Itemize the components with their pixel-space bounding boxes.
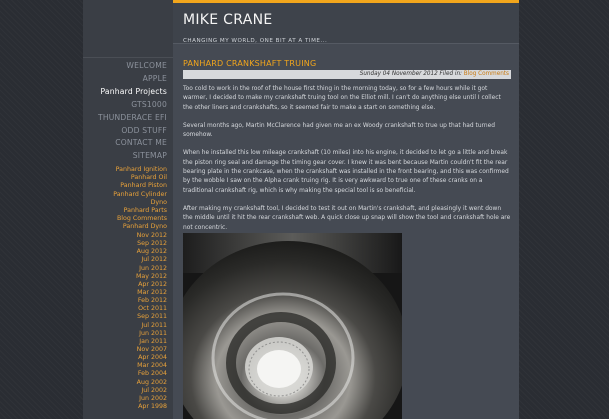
post-paragraph: Too cold to work in the roof of the house first thing in the morning today, so for a few hours while it got warmer, I decided to make my crankshaft truing tool on the Elliot mill. I can't do anything else until I collect the other liners and crankshafts, so it seemed fair to make a start on something else. [183, 86, 501, 111]
post-paragraph: After making my crankshaft tool, I decided to test it out on Martin's crankshaft, and pleasingly it went down the middle until it hit the rear crankshaft web. A quick close up snap will show the tool and crankshaft hole are not concentric. [183, 205, 511, 231]
archive-link[interactable]: Mar 2012 [137, 288, 167, 296]
archive-link[interactable]: Jun 2002 [139, 394, 167, 402]
category-link[interactable]: Panhard Cylinder [113, 190, 167, 198]
nav-item-welcome[interactable]: WELCOME [126, 61, 167, 70]
site-tagline: CHANGING MY WORLD, ONE BIT AT A TIME... [183, 38, 328, 44]
archive-link[interactable]: Apr 1998 [138, 402, 167, 410]
archive-link[interactable]: Oct 2011 [138, 305, 167, 313]
nav-item-thunderace-efi[interactable]: THUNDERACE EFI [98, 112, 167, 122]
crankshaft-photo [183, 233, 402, 419]
site-title[interactable]: MIKE CRANE [183, 12, 273, 28]
archive-link[interactable]: Feb 2004 [137, 370, 167, 378]
post-title[interactable]: PANHARD CRANKSHAFT TRUING [183, 59, 317, 68]
category-link[interactable]: Panhard Parts [123, 207, 167, 215]
nav-item-gts1000[interactable]: GTS1000 [131, 99, 167, 109]
category-list [113, 166, 167, 232]
nav-item-panhard-projects[interactable]: Panhard Projects [100, 86, 167, 96]
category-link[interactable]: Blog Comments [116, 215, 167, 223]
archive-link[interactable]: Apr 2004 [138, 354, 167, 362]
post-category-link[interactable]: Blog Comments [463, 71, 509, 77]
archive-link[interactable]: Feb 2012 [137, 297, 167, 305]
crankshaft-photo-image [183, 233, 402, 419]
category-link[interactable]: Panhard Piston [120, 182, 167, 190]
post-paragraph: Several months ago, Martin McClarence had given me an ex Woody crankshaft to true up that had turned somehow. [183, 122, 495, 139]
archive-link[interactable]: Sep 2012 [137, 240, 167, 248]
category-link[interactable]: Panhard Dyno [122, 223, 167, 231]
category-link[interactable]: Panhard Ignition [115, 166, 167, 173]
nav-item-sitemap[interactable]: SITEMAP [132, 151, 167, 161]
site-header [173, 3, 519, 44]
archive-link[interactable]: Jul 2012 [141, 256, 167, 264]
nav-item-contact-me[interactable]: CONTACT ME [115, 138, 167, 148]
post-date: Sunday 04 November 2012 Filed in: [359, 71, 462, 77]
archive-link[interactable]: Jan 2011 [139, 337, 167, 345]
page-right-margin [519, 0, 609, 419]
post-body [183, 85, 511, 242]
sidebar-divider [83, 57, 173, 58]
nav-item-odd-stuff[interactable]: ODD STUFF [121, 125, 167, 135]
nav-item-apple[interactable]: APPLE [142, 73, 167, 83]
main-nav [98, 60, 167, 163]
archive-link[interactable]: Mar 2004 [137, 362, 167, 370]
archive-link[interactable]: Apr 2012 [138, 280, 167, 288]
archive-link[interactable]: Aug 2012 [136, 248, 167, 256]
archive-link[interactable]: Nov 2012 [136, 232, 167, 239]
archive-link[interactable]: Jul 2002 [141, 386, 167, 394]
category-link[interactable]: Panhard Oil [130, 174, 167, 182]
archive-link[interactable]: Nov 2007 [136, 345, 167, 353]
archive-link[interactable]: Jul 2011 [141, 321, 167, 329]
archive-link[interactable]: May 2012 [135, 272, 167, 280]
archive-link[interactable]: Aug 2002 [136, 378, 167, 386]
sidebar [83, 0, 173, 419]
archive-list [136, 232, 167, 411]
archive-link[interactable]: Jun 2011 [139, 329, 167, 337]
post-meta-bar [183, 70, 511, 79]
category-link[interactable]: Dyno [150, 198, 167, 206]
archive-link[interactable]: Jun 2012 [139, 264, 167, 272]
archive-link[interactable]: Sep 2011 [137, 313, 167, 321]
main-content [173, 0, 519, 419]
post-paragraph: When he installed this low mileage crankshaft (10 miles) into his engine, it decided to let go a little and break the piston ring seal and damage the timing gear cover. I knew it was bent because Martin couldn't fit the rear bearing plate in the crankcase, when the crankshaft was installed in the front bearing, and this was confirmed by the wobble I saw on the Alpha crank truing rig. It is very awkward to true one of these cranks on a traditional crankshaft rig, which is why making the special tool is so beneficial. [183, 150, 509, 194]
